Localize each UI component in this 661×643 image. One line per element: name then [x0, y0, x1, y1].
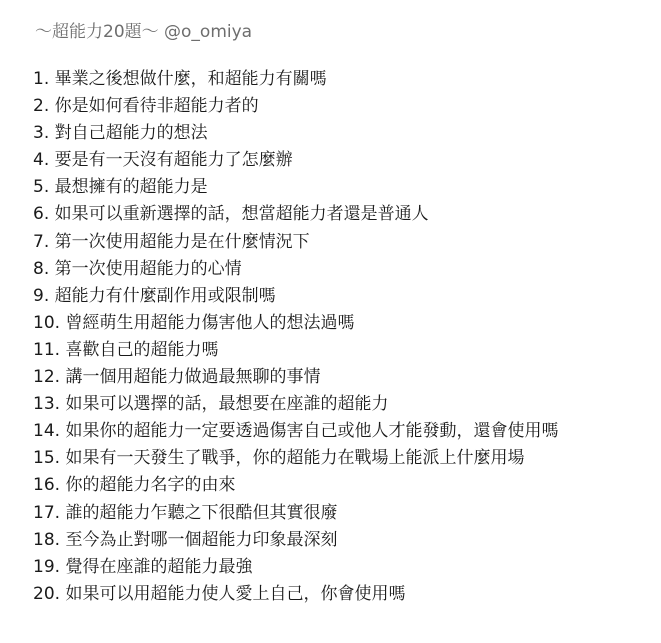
- question-item-20: 20. 如果可以用超能力使人愛上自己，你會使用嗎: [33, 583, 406, 604]
- question-item-8: 8. 第一次使用超能力的心情: [33, 258, 242, 279]
- question-item-19: 19. 覺得在座誰的超能力最強: [33, 556, 253, 577]
- question-item-5: 5. 最想擁有的超能力是: [33, 177, 208, 198]
- question-item-3: 3. 對自己超能力的想法: [33, 123, 208, 144]
- question-list: [33, 66, 558, 608]
- question-item-12: 12. 講一個用超能力做過最無聊的事情: [33, 367, 321, 388]
- question-item-17: 17. 誰的超能力乍聽之下很酷但其實很廢: [33, 502, 338, 523]
- question-item-9: 9. 超能力有什麼副作用或限制嗎: [33, 285, 276, 306]
- question-item-18: 18. 至今為止對哪一個超能力印象最深刻: [33, 529, 338, 550]
- page-title: ～超能力20題～ @o_omiya: [35, 22, 253, 42]
- question-item-15: 15. 如果有一天發生了戰爭，你的超能力在戰場上能派上什麼用場: [33, 448, 525, 469]
- question-item-13: 13. 如果可以選擇的話，最想要在座誰的超能力: [33, 394, 389, 415]
- question-item-6: 6. 如果可以重新選擇的話，想當超能力者還是普通人: [33, 204, 429, 225]
- question-item-1: 1. 畢業之後想做什麼，和超能力有關嗎: [33, 69, 327, 89]
- question-item-10: 10. 曾經萌生用超能力傷害他人的想法過嗎: [33, 312, 355, 333]
- question-item-16: 16. 你的超能力名字的由來: [33, 475, 236, 496]
- question-item-2: 2. 你是如何看待非超能力者的: [33, 96, 259, 117]
- question-item-14: 14. 如果你的超能力一定要透過傷害自己或他人才能發動，還會使用嗎: [33, 421, 559, 442]
- question-item-7: 7. 第一次使用超能力是在什麼情況下: [33, 231, 310, 252]
- question-item-11: 11. 喜歡自己的超能力嗎: [33, 339, 219, 360]
- question-item-4: 4. 要是有一天沒有超能力了怎麼辦: [33, 150, 293, 171]
